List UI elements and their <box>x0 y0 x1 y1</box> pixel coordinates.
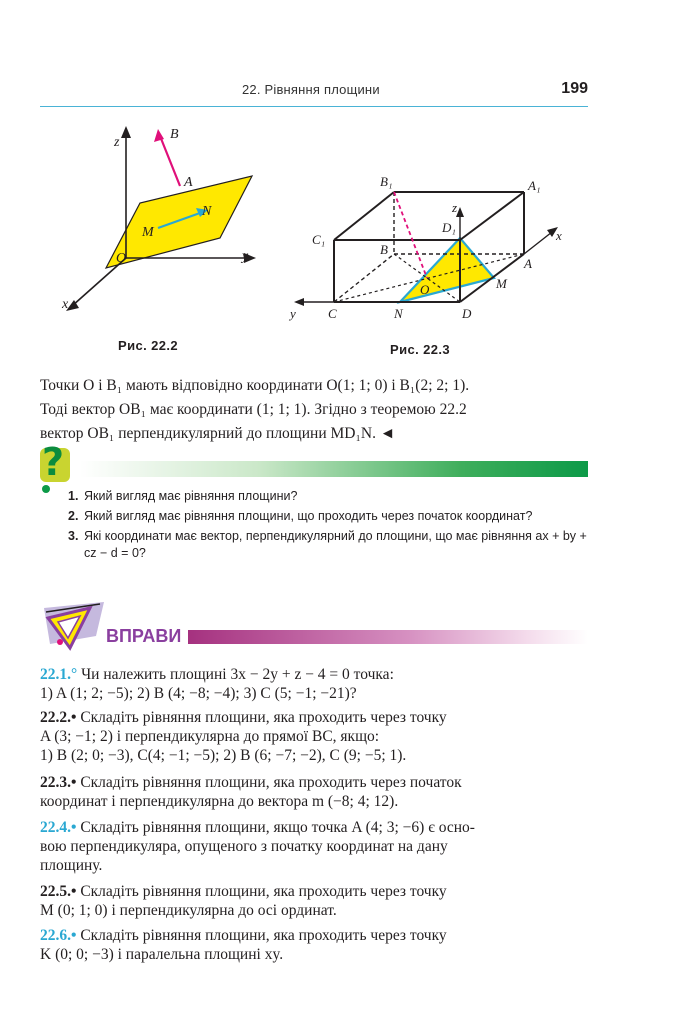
page-number: 199 <box>561 80 588 97</box>
vertex-d1-label: D₁ <box>442 220 456 235</box>
chapter-title: 22. Рівняння площини <box>242 82 380 97</box>
vertex-b-label: B <box>380 242 388 257</box>
point-m-label: M <box>142 225 154 240</box>
axis-y-label-2: y <box>290 306 296 321</box>
point-b-label: B <box>170 127 179 142</box>
exercise-22-2: 22.2.• Складіть рівняння площини, яка проходить через точку A (3; −1; 2) і перпендикулярна до прямої BC, якщо: 1) B (2; 0; −3), C(4; −1; −5); 2) B (6; −7; −2), C (9; −5; 1). <box>40 709 447 764</box>
figure-22-2 <box>50 118 270 328</box>
exercises-bar <box>188 630 588 644</box>
paragraph-line: Тоді вектор OB₁ має координати (1; 1; 1). Згідно з теоремою 22.2 <box>40 401 467 418</box>
exercise-22-4: 22.4.• Складіть рівняння площини, якщо точка A (4; 3; −6) є осно- вою перпендикуляра, опущеного з початку координат на дану площину. <box>40 819 475 874</box>
point-a-label: A <box>184 175 193 190</box>
questions-list <box>68 488 588 565</box>
figure-22-3 <box>284 170 574 330</box>
vertex-c1-label: C₁ <box>312 232 326 247</box>
question-item: 1. Який вигляд має рівняння площини? <box>68 489 298 503</box>
axis-x-label: x <box>62 297 69 312</box>
paragraph-line: вектор OB₁ перпендикулярний до площини MD₁N. ◄ <box>40 425 396 442</box>
origin-label: O <box>116 251 127 266</box>
vertex-d-label: D <box>462 306 472 321</box>
question-item: 2. Який вигляд має рівняння площини, що проходить через початок координат? <box>68 509 533 523</box>
exercise-22-5: 22.5.• Складіть рівняння площини, яка проходить через точку M (0; 1; 0) і перпендикулярна до осі ординат. <box>40 883 447 919</box>
questions-bar <box>80 461 588 477</box>
vertex-c-label: C <box>328 306 337 321</box>
question-dot-icon <box>42 485 50 493</box>
vertex-a1-label: A₁ <box>528 178 541 193</box>
paragraph-line: Точки O і B₁ мають відповідно координати O(1; 1; 0) і B₁(2; 2; 1). <box>40 377 470 394</box>
point-m-label-2: M <box>496 276 507 291</box>
exercise-22-1: 22.1.° Чи належить площині 3x − 2y + z − 4 = 0 точка: 1) A (1; 2; −5); 2) B (4; −8; −4); 3) C (5; −1; −21)? <box>40 666 394 702</box>
point-o-label: O <box>420 282 430 297</box>
solution-paragraph <box>40 374 588 446</box>
section-triangle <box>400 238 494 302</box>
figure-22-3-caption: Рис. 22.3 <box>390 342 451 357</box>
question-mark-icon: ? <box>42 440 65 484</box>
exercise-number: 22.3.• <box>40 774 77 791</box>
exercise-number: 22.2.• <box>40 709 77 726</box>
exercise-22-3: 22.3.• Складіть рівняння площини, яка проходить через початок координат і перпендикулярна до вектора m (−8; 4; 12). <box>40 774 462 810</box>
exercise-number: 22.5.• <box>40 883 77 900</box>
exercises-title: ВПРАВИ <box>106 626 182 646</box>
vertex-a-label: A <box>524 256 532 271</box>
figure-22-2-caption: Рис. 22.2 <box>118 338 179 353</box>
axis-z-label-2: z <box>452 200 458 215</box>
question-item: 3. Які координати має вектор, перпендикулярний до площини, що має рівняння ax + by + cz − d = 0? <box>68 529 587 560</box>
exercise-22-6: 22.6.• Складіть рівняння площини, яка проходить через точку K (0; 0; −3) і паралельна площині xy. <box>40 927 447 963</box>
plane-shape <box>106 176 252 268</box>
point-n-label: N <box>202 204 212 219</box>
point-n-label-2: N <box>394 306 403 321</box>
exercise-number: 22.6.• <box>40 927 77 944</box>
exercise-number: 22.4.• <box>40 819 77 836</box>
vertex-b1-label: B₁ <box>380 174 393 189</box>
axis-y-label: y <box>242 249 249 264</box>
exercises-icon <box>40 598 110 658</box>
axis-z-label: z <box>114 135 120 150</box>
page-header <box>40 82 588 107</box>
exercise-number: 22.1.° <box>40 666 78 683</box>
axis-x-label-2: x <box>556 228 562 243</box>
